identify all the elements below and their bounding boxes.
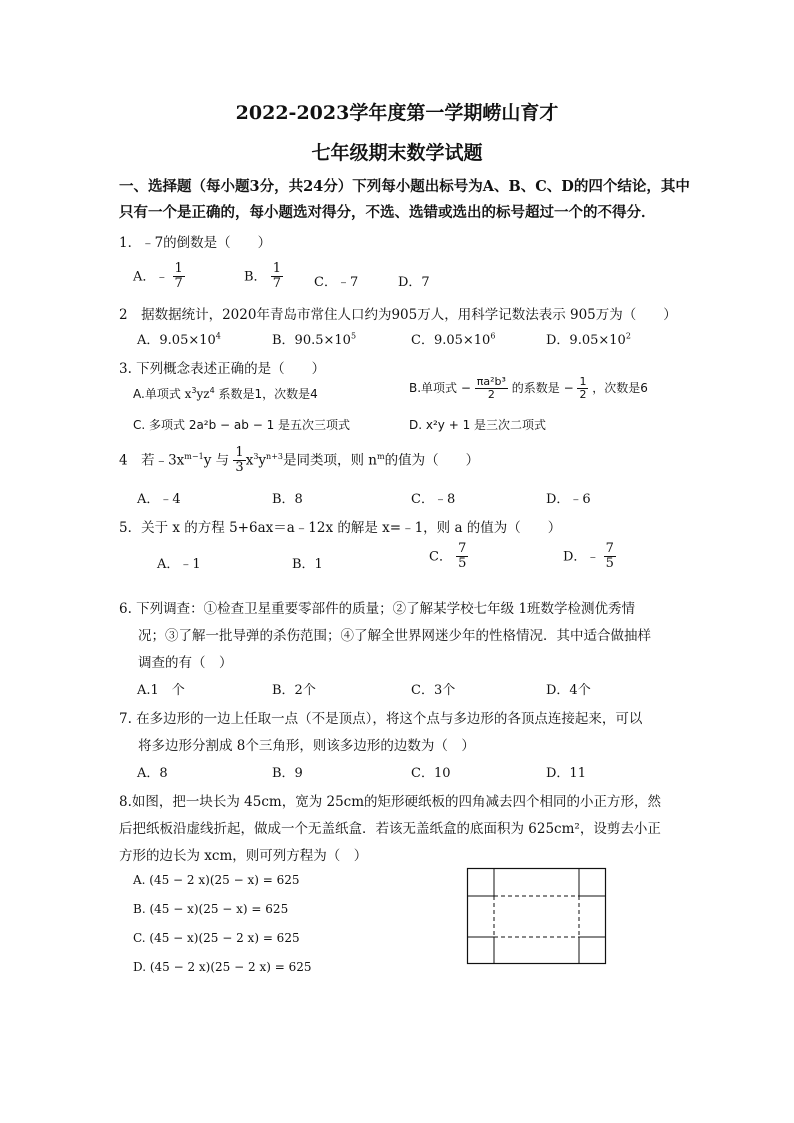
- q1-option-c: C．﹣7: [314, 275, 359, 290]
- q5-option-c: C． $\frac{7}{5}$: [429, 541, 467, 572]
- q6-stem-line2: 况；③了解一批导弹的杀伤范围；④了解全世界网迷少年的性格情况．其中适合做抽样: [138, 628, 651, 644]
- q2-option-c: C．$9.05\times 10^6$: [411, 331, 496, 348]
- q2-option-b: B．$90.5\times 10^5$: [272, 331, 357, 348]
- q2-option-a: A．$9.05\times 10^4$: [137, 331, 221, 348]
- q1-option-b-label: B．: [244, 269, 267, 285]
- q6-option-c: C．3个: [411, 683, 456, 698]
- q1-option-a-fraction: $\frac{1}{7}$: [174, 261, 183, 292]
- q8-stem-line2: 后把纸板沿虚线折起，做成一个无盖纸盒．若该无盖纸盒的底面积为 625cm²，设剪去小正: [119, 821, 661, 837]
- q7-stem-line2: 将多边形分割成 8个三角形，则该多边形的边数为（ ）: [138, 738, 475, 754]
- q1-option-b-fraction: $\frac{1}{7}$: [272, 261, 281, 292]
- q4-option-c: C．﹣8: [411, 492, 456, 507]
- q6-option-a: A.1 个: [137, 683, 185, 698]
- q7-option-c: C．10: [411, 766, 451, 781]
- q5-stem: 5．关于 x 的方程 5+6ax＝a﹣12x 的解是 x=﹣1，则 a 的值为（ ）: [119, 520, 562, 536]
- q3-option-b-fraction: $\frac{\text{πa²b³}}{2}$: [476, 375, 506, 402]
- q1-option-b: [244, 262, 283, 292]
- q7-option-a: A．8: [137, 766, 168, 781]
- q3-stem: 3. 下列概念表述正确的是（ ）: [119, 361, 326, 377]
- q8-option-c: C. (45 − x)(25 − 2 x) = 625: [133, 931, 300, 945]
- q4-option-b: B．8: [272, 492, 303, 507]
- section1-instructions-line2: 只有一个是正确的，每小题选对得分，不选、选错或选出的标号超过一个的不得分．: [119, 204, 656, 221]
- q2-stem: 2 据数据统计，2020年青岛市常住人口约为905万人，用科学记数法表示 905万为（ ）: [119, 307, 677, 323]
- section1-instructions-line1: 一、选择题（每小题3分，共24分）下列每小题出标号为A、B、C、D的四个结论，其中: [119, 178, 690, 195]
- q6-option-d: D．4个: [546, 683, 591, 698]
- q7-stem-line1: 7. 在多边形的一边上任取一点（不是顶点），将这个点与多边形的各顶点连接起来，可以: [119, 711, 643, 727]
- q8-option-d: D. (45 − 2 x)(25 − 2 x) = 625: [133, 960, 312, 974]
- q8-stem-line3: 方形的边长为 xcm，则可列方程为（ ）: [119, 848, 368, 864]
- q1-stem: 1．﹣7的倒数是（ ）: [119, 235, 272, 251]
- q3-option-b-fraction2: $\frac{1}{2}$: [579, 375, 587, 402]
- q4-option-a: A．﹣4: [137, 492, 181, 507]
- q6-stem-line3: 调查的有（ ）: [138, 655, 233, 671]
- q1-option-a-label: A．﹣: [133, 269, 169, 285]
- exam-title-line1: 2022-2023学年度第一学期崂山育才: [235, 102, 559, 124]
- q5-option-a: A．﹣1: [157, 557, 201, 572]
- q7-option-d: D．11: [546, 766, 586, 781]
- q7-option-b: B．9: [272, 766, 303, 781]
- q8-box-diagram: [466, 867, 608, 967]
- q4-option-d: D．﹣6: [546, 492, 591, 507]
- q8-stem-line1: 8.如图，把一块长为 45cm，宽为 25cm的矩形硬纸板的四角减去四个相同的小正方形，然: [119, 794, 662, 810]
- q3-option-c: C. 多项式 2a²b − ab − 1 是五次三项式: [133, 418, 351, 432]
- exam-title-line2: 七年级期末数学试题: [311, 142, 483, 164]
- q8-option-b: B. (45 − x)(25 − x) = 625: [133, 902, 289, 916]
- q1-option-d: D．7: [398, 275, 430, 290]
- q3-option-a: A.单项式 $x^3yz^4$ 系数是1，次数是4: [133, 386, 318, 401]
- q4-stem: 4 若$﹣3x^{m-1}y$ 与 $\frac{1}{3}$ $x^3y^{n+3}$是同类项，则 $n^m$的值为（ ）: [119, 445, 480, 476]
- diagram-outer-rect: [468, 869, 606, 964]
- q1-option-a: [133, 262, 185, 292]
- q4-fraction: $\frac{1}{3}$: [235, 445, 244, 476]
- q3-option-d: D. x²y + 1 是三次二项式: [409, 418, 547, 432]
- q3-option-b: B.单项式 − $\frac{\text{πa²b³}}{2}$ 的系数是 − $\frac{1}{2}$ ，次数是6: [409, 375, 648, 402]
- q5-option-c-fraction: $\frac{7}{5}$: [458, 541, 467, 572]
- q5-option-d-fraction: $\frac{7}{5}$: [605, 541, 614, 572]
- q8-option-a: A. (45 − 2 x)(25 − x) = 625: [133, 873, 300, 887]
- q6-stem-line1: 6. 下列调查：①检查卫星重要零部件的质量；②了解某学校七年级 1班数学检测优秀情: [119, 601, 636, 617]
- q5-option-b: B．1: [292, 557, 323, 572]
- q5-option-d: D．﹣ $\frac{7}{5}$: [563, 541, 614, 572]
- q2-option-d: D．$9.05\times 10^2$: [546, 331, 631, 348]
- q6-option-b: B．2个: [272, 683, 316, 698]
